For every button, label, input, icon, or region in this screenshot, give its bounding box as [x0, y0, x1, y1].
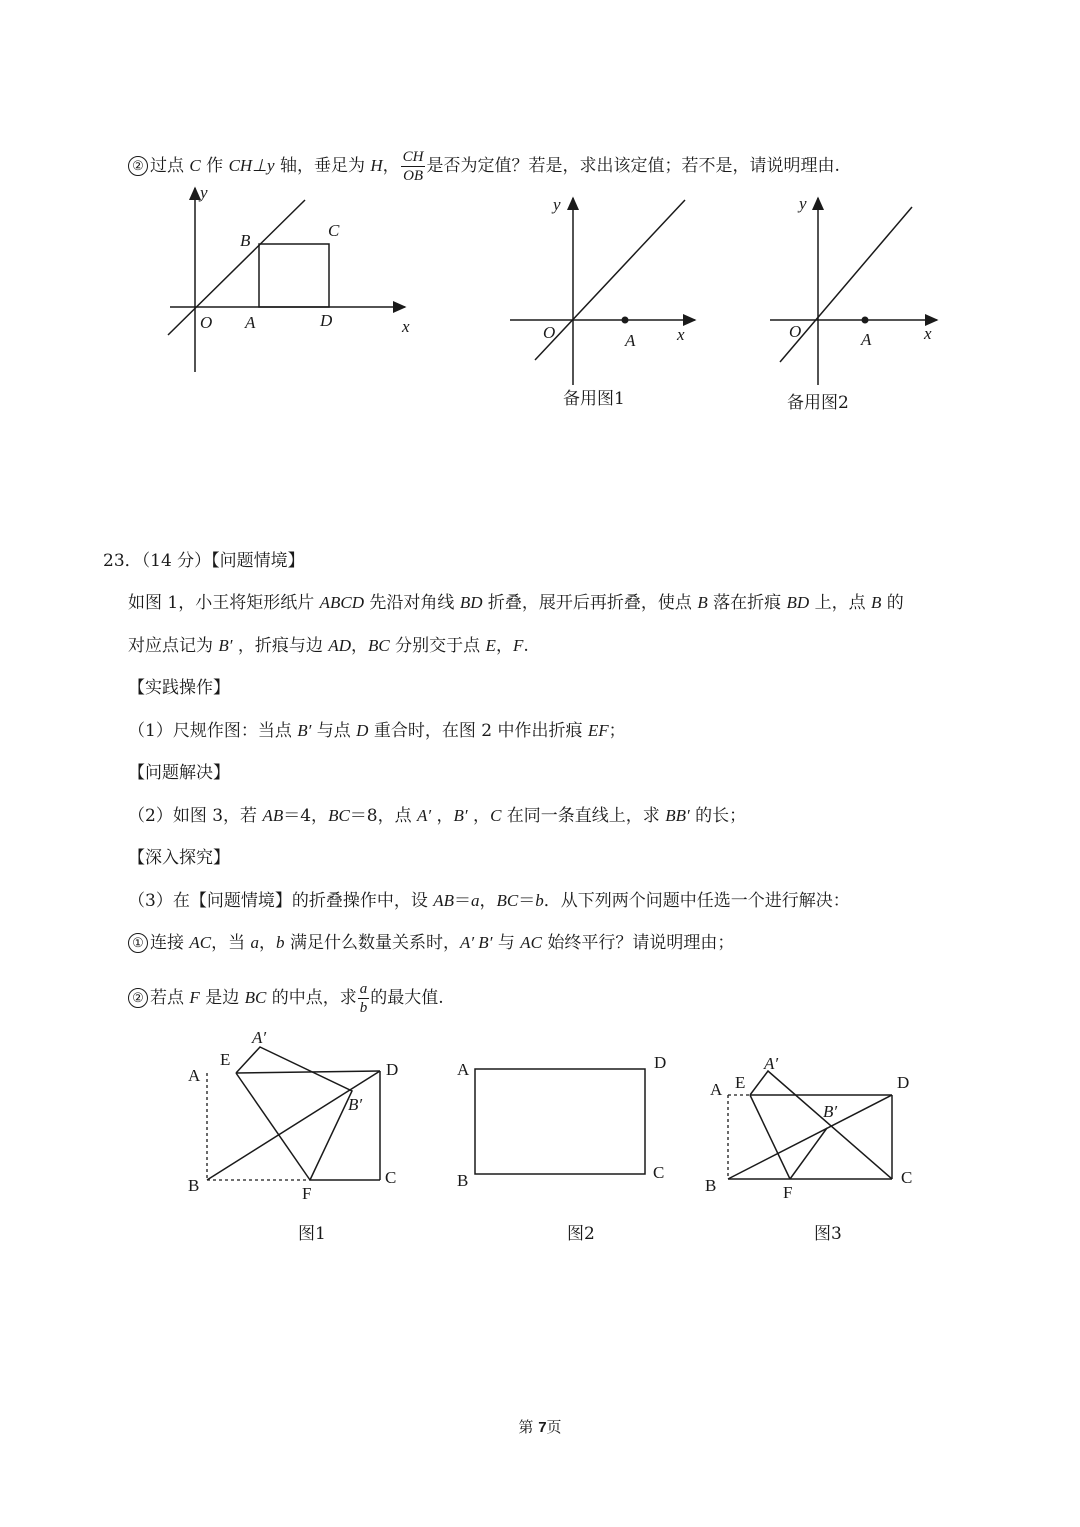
label-a-prime: A′ — [252, 1028, 267, 1047]
label-a: A — [245, 313, 256, 332]
caption-figure-3: 图3 — [814, 1224, 842, 1244]
label-o: O — [543, 323, 556, 342]
label-c: C — [901, 1168, 913, 1187]
circled-number: ② — [128, 988, 148, 1008]
q23-option-2: ② 若点 F 是边 BC 的中点，求 $\frac{a}{b}$ 的最大值. — [128, 980, 444, 1017]
fraction-ch-ob: $\frac{CH}{OB}$ — [402, 149, 424, 184]
circled-number: ② — [128, 156, 148, 176]
figure-2 — [452, 1050, 682, 1200]
label-a: A — [861, 330, 872, 349]
section-deep-inquiry: 【深入探究】 — [128, 848, 230, 868]
label-x: x — [924, 324, 932, 343]
label-c: C — [653, 1163, 665, 1182]
coordinate-graph-spare-2 — [765, 190, 955, 390]
page-number: 第 7页 — [518, 1418, 562, 1436]
part2-question: ② 过点 C 作 CH⊥y 轴，垂足为 H， $\frac{CH}{OB}$ 是否为定值？若是，求出该定值；若不是，请说明理由. — [128, 148, 840, 185]
coordinate-graph-main — [160, 180, 420, 380]
section-problem-solving: 【问题解决】 — [128, 763, 230, 783]
circled-number: ① — [128, 933, 148, 953]
coordinate-graph-spare-1 — [505, 190, 705, 390]
caption-spare-1: 备用图1 — [563, 389, 625, 409]
label-b: B — [457, 1171, 469, 1190]
label-o: O — [200, 313, 213, 332]
label-e: E — [220, 1050, 231, 1069]
label-y: y — [553, 195, 561, 214]
caption-figure-2: 图2 — [567, 1224, 595, 1244]
label-f: F — [302, 1184, 312, 1203]
label-a: A — [625, 331, 636, 350]
label-e: E — [735, 1073, 746, 1092]
section-practice: 【实践操作】 — [128, 678, 230, 698]
label-c: C — [385, 1168, 397, 1187]
label-a-prime: A′ — [764, 1054, 779, 1073]
point-a — [862, 317, 869, 324]
label-d: D — [320, 311, 333, 330]
label-b: B — [188, 1176, 200, 1195]
figure-1 — [180, 1025, 420, 1215]
point-a — [622, 317, 629, 324]
label-y: y — [200, 183, 208, 202]
label-d: D — [654, 1053, 667, 1072]
label-a: A — [710, 1080, 723, 1099]
label-y: y — [799, 194, 807, 213]
label-b: B — [705, 1176, 717, 1195]
figure-3 — [700, 1045, 930, 1202]
q23-part-3: （3）在【问题情境】的折叠操作中，设 AB＝a，BC＝b．从下列两个问题中任选一个进行解决： — [128, 891, 850, 911]
rectangle-abcd — [259, 244, 329, 307]
fraction-a-b: $\frac{a}{b}$ — [359, 981, 368, 1016]
q23-part-1: （1）尺规作图：当点 B′ 与点 D 重合时，在图 2 中作出折痕 EF； — [128, 721, 626, 741]
caption-spare-2: 备用图2 — [787, 393, 849, 413]
label-a: A — [188, 1066, 201, 1085]
label-b: B — [240, 231, 251, 250]
label-x: x — [677, 325, 685, 344]
label-d: D — [897, 1073, 910, 1092]
label-d: D — [386, 1060, 399, 1079]
rectangle-abcd — [475, 1069, 645, 1174]
caption-figure-1: 图1 — [298, 1224, 326, 1244]
line-y-equals-x — [168, 200, 305, 335]
line-y-equals-x — [535, 200, 685, 360]
label-b-prime: B′ — [823, 1102, 838, 1121]
label-c: C — [328, 221, 340, 240]
label-b-prime: B′ — [348, 1095, 363, 1114]
label-a: A — [457, 1060, 470, 1079]
label-f: F — [783, 1183, 793, 1202]
q23-part-2: （2）如图 3，若 AB＝4，BC＝8，点 A′ ，B′ ，C 在同一条直线上，求 BB′ 的长； — [128, 806, 747, 826]
q23-line-2: 对应点记为 B′ ，折痕与边 AD，BC 分别交于点 E，F. — [128, 636, 529, 656]
q23-line-1: 如图 1，小王将矩形纸片 ABCD 先沿对角线 BD 折叠，展开后再折叠，使点 B 落在折痕 BD 上，点 B 的 — [128, 593, 904, 613]
label-x: x — [402, 317, 410, 336]
q23-header: 23．（14 分）【问题情境】 — [103, 551, 305, 571]
q23-option-1: ① 连接 AC，当 a，b 满足什么数量关系时，A′ B′ 与 AC 始终平行？请说明理由； — [128, 931, 734, 955]
label-o: O — [789, 322, 802, 341]
